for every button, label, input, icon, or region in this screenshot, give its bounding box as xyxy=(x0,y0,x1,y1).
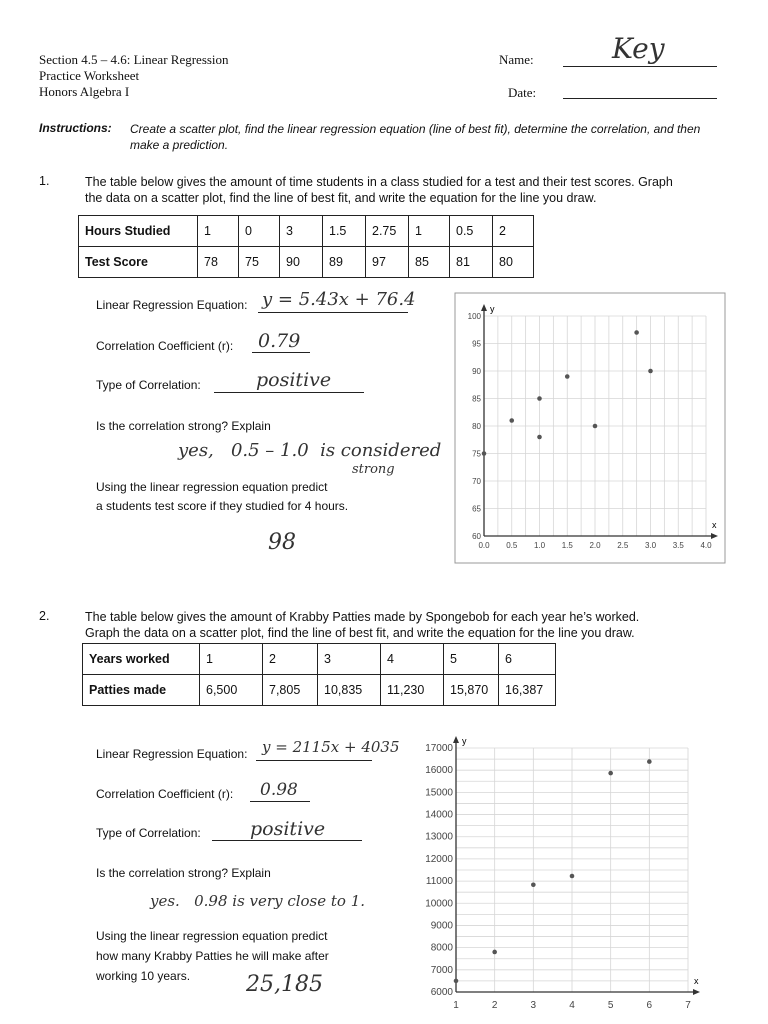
table-cell: 90 xyxy=(280,247,323,278)
problem-2-type-label: Type of Correlation: xyxy=(96,826,201,840)
plot-frame xyxy=(455,293,725,563)
table-cell: 97 xyxy=(366,247,409,278)
table-row xyxy=(83,675,556,706)
y-tick-label: 14000 xyxy=(425,809,453,821)
table-row xyxy=(79,247,534,278)
table-cell: 10,835 xyxy=(318,675,381,706)
x-tick-label: 2 xyxy=(491,1000,498,1011)
y-tick-label: 65 xyxy=(472,504,481,514)
table-row xyxy=(83,644,556,675)
problem-2-predict-answer: 25,185 xyxy=(246,972,323,997)
problem-2-equation-label: Linear Regression Equation: xyxy=(96,747,248,761)
data-point xyxy=(454,979,459,984)
x-tick-label: 0.0 xyxy=(478,541,490,550)
x-axis-label: x xyxy=(694,976,699,986)
y-tick-label: 70 xyxy=(472,477,481,486)
problem-2-r-answer: 0.98 xyxy=(260,780,298,800)
table-cell: 4 xyxy=(381,644,444,675)
table-cell: 1 xyxy=(409,216,450,247)
table-header-cell: Hours Studied xyxy=(79,216,198,247)
y-tick-label: 12000 xyxy=(425,853,453,865)
problem-2-equation-answer: y = 2115x + 4035 xyxy=(262,738,400,756)
y-tick-label: 60 xyxy=(472,532,481,541)
date-line xyxy=(563,98,717,99)
problem-1-strong-answer: yes, 0.5 – 1.0 is considered xyxy=(178,440,442,461)
x-tick-label: 7 xyxy=(685,1000,691,1011)
y-tick-label: 90 xyxy=(472,367,481,376)
table-cell: 1 xyxy=(200,644,263,675)
y-tick-label: 16000 xyxy=(425,765,453,777)
x-tick-label: 1 xyxy=(453,1000,459,1011)
y-tick-label: 10000 xyxy=(425,898,453,910)
y-tick-label: 11000 xyxy=(425,876,453,888)
table-row xyxy=(79,216,534,247)
data-point xyxy=(570,874,575,879)
data-point xyxy=(634,330,639,335)
x-tick-label: 1.5 xyxy=(561,541,573,550)
table-cell: 0.5 xyxy=(450,216,493,247)
data-point xyxy=(492,950,497,955)
table-cell: 0 xyxy=(239,216,280,247)
predict-line: Using the linear regression equation predict xyxy=(96,929,328,943)
problem-1-prompt: The table below gives the amount of time students in a class studied for a test and their test scores. Graph the data on a scatter plot, find the line of best fit, and write the equation for the line you draw. xyxy=(85,175,673,205)
problem-1-strong-question: Is the correlation strong? Explain xyxy=(96,419,271,433)
problem-1-predict-question xyxy=(96,480,348,514)
y-axis-label: y xyxy=(490,304,495,314)
table-cell: 89 xyxy=(323,247,366,278)
name-label: Name: xyxy=(499,52,534,67)
section-title: Section 4.5 – 4.6: Linear Regression xyxy=(39,52,229,67)
table-cell: 15,870 xyxy=(444,675,499,706)
answer-line xyxy=(258,312,408,313)
instructions-label: Instructions: xyxy=(39,121,112,135)
problem-1-type-label: Type of Correlation: xyxy=(96,378,201,392)
problem-1-scatter-plot xyxy=(454,292,726,564)
y-axis-label: y xyxy=(462,736,467,746)
answer-line xyxy=(214,392,364,393)
y-tick-label: 100 xyxy=(467,312,481,321)
table-cell: 3 xyxy=(318,644,381,675)
problem-1-r-answer: 0.79 xyxy=(258,330,301,352)
problem-2-scatter-plot xyxy=(410,730,720,1020)
x-tick-label: 4.0 xyxy=(700,541,712,550)
problem-1-number: 1. xyxy=(39,174,50,188)
x-tick-label: 0.5 xyxy=(506,541,518,550)
table-cell: 2.75 xyxy=(366,216,409,247)
y-tick-label: 9000 xyxy=(430,920,453,932)
worksheet-header xyxy=(39,52,229,100)
problem-1-type-answer: positive xyxy=(256,369,332,391)
data-point xyxy=(593,424,598,429)
x-tick-label: 3.0 xyxy=(644,541,657,550)
date-label: Date: xyxy=(508,85,537,100)
answer-line xyxy=(256,760,372,761)
table-cell: 6 xyxy=(499,644,556,675)
x-tick-label: 2.5 xyxy=(617,541,629,550)
table-header-cell: Test Score xyxy=(79,247,198,278)
name-value: Key xyxy=(612,32,665,65)
y-tick-label: 95 xyxy=(472,339,481,349)
predict-line: a students test score if they studied for 4 hours. xyxy=(96,499,349,513)
data-point xyxy=(648,369,653,374)
y-tick-label: 6000 xyxy=(430,987,453,998)
data-point xyxy=(509,418,514,423)
answer-line xyxy=(250,801,310,802)
table-cell: 80 xyxy=(493,247,534,278)
data-point xyxy=(537,435,542,440)
problem-2-strong-answer: yes. 0.98 is very close to 1. xyxy=(150,892,366,910)
y-tick-label: 7000 xyxy=(430,964,453,976)
table-cell: 3 xyxy=(280,216,323,247)
data-point xyxy=(565,374,570,379)
table-cell: 1.5 xyxy=(323,216,366,247)
problem-2-number: 2. xyxy=(39,609,50,623)
x-tick-label: 3.5 xyxy=(672,541,684,550)
predict-line: working 10 years. xyxy=(96,969,191,983)
data-point xyxy=(531,882,536,887)
table-cell: 81 xyxy=(450,247,493,278)
x-axis-label: x xyxy=(712,520,717,530)
predict-line: how many Krabby Patties he will make after xyxy=(96,949,329,963)
table-cell: 11,230 xyxy=(381,675,444,706)
problem-1-predict-answer: 98 xyxy=(268,530,296,555)
data-point xyxy=(537,396,542,401)
table-cell: 7,805 xyxy=(263,675,318,706)
answer-line xyxy=(212,840,362,841)
data-point xyxy=(608,771,613,776)
table-cell: 2 xyxy=(493,216,534,247)
instructions-text: Create a scatter plot, find the linear regression equation (line of best fit), determine the correlation, and then make a prediction. xyxy=(130,122,701,152)
x-tick-label: 4 xyxy=(569,1000,575,1011)
x-tick-label: 1.0 xyxy=(533,541,546,550)
x-tick-label: 2.0 xyxy=(589,541,601,550)
answer-line xyxy=(252,352,310,353)
x-tick-label: 5 xyxy=(607,1000,614,1011)
x-tick-label: 3 xyxy=(530,1000,537,1011)
table-cell: 2 xyxy=(263,644,318,675)
x-axis-arrow xyxy=(693,989,700,995)
x-tick-label: 6 xyxy=(646,1000,653,1011)
problem-2-strong-question: Is the correlation strong? Explain xyxy=(96,866,271,880)
problem-2-prompt: The table below gives the amount of Krabby Patties made by Spongebob for each year he’s worked. Graph the data on a scatter plot, find the line of best fit, and write the equation for the line you draw. xyxy=(85,610,640,640)
y-axis-arrow xyxy=(453,736,459,743)
table-header-cell: Years worked xyxy=(83,644,200,675)
y-tick-label: 15000 xyxy=(425,787,453,799)
table-cell: 75 xyxy=(239,247,280,278)
problem-1-table xyxy=(78,215,534,278)
problem-1-r-label: Correlation Coefficient (r): xyxy=(96,339,234,353)
table-header-cell: Patties made xyxy=(83,675,200,706)
x-axis-arrow xyxy=(711,533,718,539)
course-name: Honors Algebra I xyxy=(39,84,130,99)
table-cell: 78 xyxy=(198,247,239,278)
problem-2-type-answer: positive xyxy=(250,818,326,840)
table-cell: 1 xyxy=(198,216,239,247)
y-tick-label: 13000 xyxy=(425,831,453,843)
table-cell: 85 xyxy=(409,247,450,278)
name-line xyxy=(563,66,717,67)
y-tick-label: 17000 xyxy=(425,743,453,754)
y-tick-label: 80 xyxy=(472,422,481,431)
y-tick-label: 8000 xyxy=(430,942,453,954)
data-point xyxy=(647,759,652,764)
predict-line: Using the linear regression equation predict xyxy=(96,480,328,494)
problem-1-equation-label: Linear Regression Equation: xyxy=(96,298,248,312)
data-point xyxy=(482,451,487,456)
problem-2-table xyxy=(82,643,556,706)
y-axis-arrow xyxy=(481,304,487,311)
table-cell: 6,500 xyxy=(200,675,263,706)
problem-1-strong-answer-2: strong xyxy=(352,462,395,477)
y-tick-label: 85 xyxy=(472,394,481,404)
y-tick-label: 75 xyxy=(472,449,481,459)
table-cell: 5 xyxy=(444,644,499,675)
table-cell: 16,387 xyxy=(499,675,556,706)
problem-2-r-label: Correlation Coefficient (r): xyxy=(96,787,234,801)
problem-1-equation-answer: y = 5.43x + 76.4 xyxy=(262,289,416,310)
worksheet-title: Practice Worksheet xyxy=(39,68,140,83)
